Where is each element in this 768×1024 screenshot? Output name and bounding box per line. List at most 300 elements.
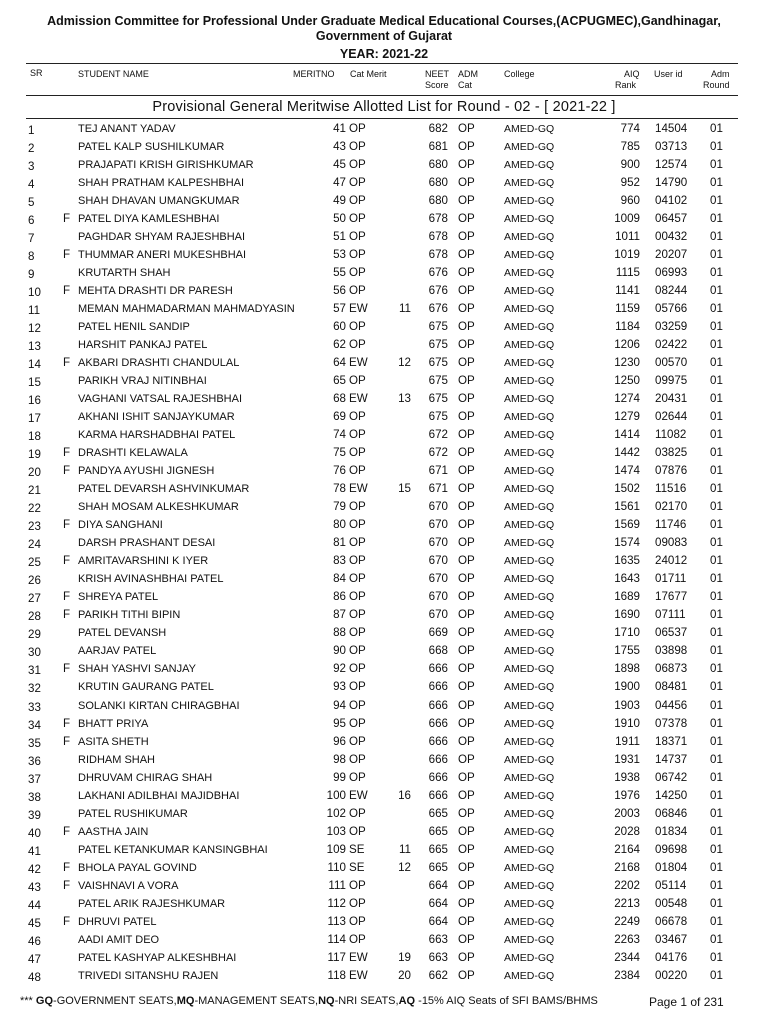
row-neet-score: 680: [428, 194, 448, 208]
row-college: AMED-GQ: [504, 681, 555, 694]
row-gender-flag: F: [63, 590, 71, 604]
table-row: [0, 678, 768, 696]
table-row: [0, 769, 768, 787]
row-neet-score: 669: [428, 626, 448, 640]
row-gender-flag: F: [63, 212, 71, 226]
row-merit-no: 100: [326, 788, 346, 802]
row-aiq-rank: 2249: [614, 914, 640, 928]
row-student-name: KRUTIN GAURANG PATEL: [78, 681, 214, 694]
row-sr: 6: [28, 214, 35, 228]
row-adm-round: 01: [710, 590, 723, 604]
row-user-id: 20207: [655, 248, 688, 262]
row-adm-cat: OP: [458, 320, 475, 334]
footer-mq-text: -MANAGEMENT SEATS,: [194, 995, 319, 1007]
row-adm-round: 01: [710, 122, 723, 135]
row-neet-score: 664: [428, 878, 448, 892]
row-neet-score: 666: [428, 698, 448, 712]
col-aiq: AIQ: [624, 69, 640, 79]
row-college: AMED-GQ: [504, 825, 555, 838]
row-merit-no: 86: [333, 590, 346, 604]
row-adm-round: 01: [710, 302, 723, 316]
col-college: College: [504, 69, 535, 79]
row-merit-no: 84: [333, 572, 346, 586]
row-adm-cat: OP: [458, 608, 475, 622]
row-merit-no: 99: [333, 770, 346, 784]
row-college: AMED-GQ: [504, 843, 555, 856]
row-student-name: SHAH DHAVAN UMANGKUMAR: [78, 195, 240, 208]
row-sr: 8: [28, 250, 35, 264]
row-student-name: PATEL DIYA KAMLESHBHAI: [78, 213, 220, 226]
table-row: [0, 354, 768, 372]
row-adm-round: 01: [710, 752, 723, 766]
row-category: OP: [349, 770, 366, 784]
row-adm-round: 01: [710, 662, 723, 676]
row-category: OP: [349, 734, 366, 748]
row-adm-cat: OP: [458, 572, 475, 586]
table-row: [0, 877, 768, 895]
footer-nq-text: -NRI SEATS,: [334, 995, 399, 1007]
row-user-id: 03259: [655, 320, 688, 334]
table-row: [0, 372, 768, 390]
row-college: AMED-GQ: [504, 411, 555, 424]
row-merit-no: 60: [333, 320, 346, 334]
row-aiq-rank: 2344: [614, 950, 640, 964]
row-category: EW: [349, 482, 368, 496]
row-adm-cat: OP: [458, 356, 475, 370]
row-student-name: ASITA SHETH: [78, 735, 149, 748]
table-row: [0, 300, 768, 318]
row-college: AMED-GQ: [504, 915, 555, 928]
table-row: [0, 733, 768, 751]
row-college: AMED-GQ: [504, 573, 555, 586]
row-adm-cat: OP: [458, 716, 475, 730]
row-merit-no: 96: [333, 734, 346, 748]
row-aiq-rank: 1561: [614, 500, 640, 514]
row-gender-flag: F: [63, 554, 71, 568]
row-merit-no: 94: [333, 698, 346, 712]
table-row: [0, 318, 768, 336]
row-aiq-rank: 2028: [614, 824, 640, 838]
row-aiq-rank: 1755: [614, 644, 640, 658]
row-sr: 48: [28, 970, 41, 984]
row-merit-no: 55: [333, 266, 346, 280]
row-student-name: PATEL KETANKUMAR KANSINGBHAI: [78, 843, 268, 856]
row-sr: 14: [28, 358, 41, 372]
row-category: OP: [349, 122, 366, 135]
row-category: EW: [349, 950, 368, 964]
row-aiq-rank: 1898: [614, 662, 640, 676]
row-category: OP: [349, 446, 366, 460]
row-college: AMED-GQ: [504, 447, 555, 460]
row-merit-no: 83: [333, 554, 346, 568]
row-merit-no: 74: [333, 428, 346, 442]
row-aiq-rank: 952: [620, 176, 640, 190]
row-sr: 19: [28, 448, 41, 462]
row-category: OP: [349, 500, 366, 514]
row-sr: 30: [28, 646, 41, 660]
row-neet-score: 666: [428, 734, 448, 748]
row-category: OP: [349, 194, 366, 208]
table-row: [0, 426, 768, 444]
row-cat-merit: 16: [398, 788, 411, 802]
row-category: OP: [349, 140, 366, 154]
row-gender-flag: F: [63, 878, 71, 892]
row-aiq-rank: 1019: [614, 248, 640, 262]
table-row: [0, 534, 768, 552]
row-user-id: 11082: [655, 428, 687, 442]
row-category: OP: [349, 878, 366, 892]
row-gender-flag: F: [63, 518, 71, 532]
row-college: AMED-GQ: [504, 555, 555, 568]
row-neet-score: 675: [428, 320, 448, 334]
row-student-name: PATEL RUSHIKUMAR: [78, 807, 188, 820]
row-category: OP: [349, 680, 366, 694]
row-merit-no: 118: [327, 968, 346, 982]
row-adm-cat: OP: [458, 338, 475, 352]
row-neet-score: 663: [428, 932, 448, 946]
row-user-id: 05766: [655, 302, 688, 316]
row-college: AMED-GQ: [504, 951, 555, 964]
row-adm-round: 01: [710, 554, 723, 568]
table-row: [0, 174, 768, 192]
row-college: AMED-GQ: [504, 699, 555, 712]
row-adm-round: 01: [710, 770, 723, 784]
page-number: Page 1 of 231: [649, 995, 724, 1009]
row-adm-round: 01: [710, 968, 723, 982]
row-merit-no: 102: [326, 806, 346, 820]
row-college: AMED-GQ: [504, 591, 555, 604]
row-adm-cat: OP: [458, 230, 475, 244]
row-aiq-rank: 1230: [614, 356, 640, 370]
row-student-name: BHOLA PAYAL GOVIND: [78, 861, 197, 874]
footer-legend: [20, 995, 732, 1007]
row-sr: 29: [28, 628, 41, 642]
table-row: [0, 606, 768, 624]
table-row: [0, 210, 768, 228]
row-merit-no: 68: [333, 392, 346, 406]
row-user-id: 01834: [655, 824, 688, 838]
row-user-id: 04102: [655, 194, 688, 208]
row-adm-round: 01: [710, 482, 723, 496]
table-row: [0, 624, 768, 642]
row-college: AMED-GQ: [504, 321, 555, 334]
row-adm-round: 01: [710, 842, 723, 856]
row-adm-round: 01: [710, 680, 723, 694]
row-student-name: MEMAN MAHMADARMAN MAHMADYASIN: [78, 303, 295, 316]
row-merit-no: 113: [327, 914, 346, 928]
row-gender-flag: F: [63, 824, 71, 838]
row-aiq-rank: 2263: [614, 932, 640, 946]
row-user-id: 12574: [655, 158, 688, 172]
row-aiq-rank: 2168: [614, 860, 640, 874]
row-user-id: 02644: [655, 410, 688, 424]
row-student-name: TEJ ANANT YADAV: [78, 123, 176, 135]
row-sr: 5: [28, 196, 35, 210]
row-user-id: 04176: [655, 950, 688, 964]
row-category: OP: [349, 914, 366, 928]
row-category: OP: [349, 896, 366, 910]
row-user-id: 11516: [655, 482, 687, 496]
row-college: AMED-GQ: [504, 609, 555, 622]
row-adm-cat: OP: [458, 482, 475, 496]
row-category: OP: [349, 518, 366, 532]
row-gender-flag: F: [63, 608, 71, 622]
row-category: EW: [349, 392, 368, 406]
row-student-name: DRASHTI KELAWALA: [78, 447, 188, 460]
row-merit-no: 93: [333, 680, 346, 694]
row-sr: 2: [28, 142, 35, 156]
table-row: [0, 498, 768, 516]
row-aiq-rank: 1141: [615, 284, 640, 298]
row-student-name: PARIKH VRAJ NITINBHAI: [78, 375, 207, 388]
row-category: OP: [349, 554, 366, 568]
col-score: Score: [425, 80, 449, 90]
column-header-row: [0, 68, 768, 94]
row-adm-cat: OP: [458, 410, 475, 424]
row-user-id: 08244: [655, 284, 688, 298]
row-student-name: AKBARI DRASHTI CHANDULAL: [78, 357, 240, 370]
row-merit-no: 92: [333, 662, 346, 676]
row-student-name: PATEL KALP SUSHILKUMAR: [78, 141, 225, 154]
row-student-name: PAGHDAR SHYAM RAJESHBHAI: [78, 231, 246, 244]
row-college: AMED-GQ: [504, 717, 555, 730]
footer-stars: ***: [20, 995, 33, 1007]
row-adm-cat: OP: [458, 464, 475, 478]
row-aiq-rank: 1011: [615, 230, 640, 244]
row-adm-cat: OP: [458, 626, 475, 640]
row-category: OP: [349, 932, 366, 946]
row-adm-cat: OP: [458, 266, 475, 280]
row-adm-cat: OP: [458, 122, 475, 135]
row-adm-cat: OP: [458, 536, 475, 550]
table-row: [0, 660, 768, 678]
row-adm-round: 01: [710, 518, 723, 532]
row-sr: 41: [28, 844, 41, 858]
row-adm-cat: OP: [458, 896, 475, 910]
row-sr: 35: [28, 736, 41, 750]
table-row: [0, 138, 768, 156]
row-student-name: HARSHIT PANKAJ PATEL: [78, 339, 208, 352]
table-row: [0, 967, 768, 985]
row-category: OP: [349, 806, 366, 820]
table-row: [0, 516, 768, 534]
row-cat-merit: 20: [398, 968, 411, 982]
row-cat-merit: 12: [398, 860, 411, 874]
row-aiq-rank: 1250: [614, 374, 640, 388]
row-gender-flag: F: [63, 860, 71, 874]
row-college: AMED-GQ: [504, 177, 555, 190]
row-sr: 12: [28, 322, 41, 336]
row-neet-score: 671: [428, 464, 448, 478]
row-neet-score: 671: [428, 482, 448, 496]
row-user-id: 05114: [655, 878, 687, 892]
row-merit-no: 79: [333, 500, 346, 514]
row-student-name: SHAH YASHVI SANJAY: [78, 663, 196, 676]
row-adm-round: 01: [710, 284, 723, 298]
row-user-id: 00570: [655, 356, 688, 370]
row-user-id: 03467: [655, 932, 688, 946]
row-user-id: 01804: [655, 860, 688, 874]
row-merit-no: 81: [333, 536, 346, 550]
row-merit-no: 50: [333, 212, 346, 226]
row-category: EW: [349, 302, 368, 316]
row-category: OP: [349, 662, 366, 676]
row-category: OP: [349, 284, 366, 298]
row-category: OP: [349, 536, 366, 550]
row-student-name: PATEL DEVARSH ASHVINKUMAR: [78, 483, 250, 496]
row-merit-no: 110: [327, 860, 346, 874]
row-sr: 9: [28, 268, 35, 282]
row-adm-cat: OP: [458, 302, 475, 316]
table-row: [0, 841, 768, 859]
row-gender-flag: F: [63, 662, 71, 676]
row-user-id: 17677: [655, 590, 688, 604]
row-category: SE: [349, 860, 365, 874]
document-header: [0, 14, 768, 61]
row-merit-no: 62: [333, 338, 346, 352]
row-user-id: 11746: [655, 518, 687, 532]
row-student-name: VAGHANI VATSAL RAJESHBHAI: [78, 393, 243, 406]
row-category: OP: [349, 716, 366, 730]
row-adm-cat: OP: [458, 824, 475, 838]
row-adm-cat: OP: [458, 284, 475, 298]
row-aiq-rank: 1206: [614, 338, 640, 352]
row-adm-round: 01: [710, 176, 723, 190]
row-user-id: 03898: [655, 644, 688, 658]
row-student-name: KRUTARTH SHAH: [78, 267, 171, 280]
row-neet-score: 680: [428, 176, 448, 190]
row-student-name: PANDYA AYUSHI JIGNESH: [78, 465, 215, 478]
row-college: AMED-GQ: [504, 537, 555, 550]
row-aiq-rank: 1474: [614, 464, 640, 478]
row-college: AMED-GQ: [504, 429, 555, 442]
row-user-id: 14250: [655, 788, 688, 802]
row-aiq-rank: 1690: [614, 608, 640, 622]
row-user-id: 09698: [655, 842, 688, 856]
table-row: [0, 336, 768, 354]
row-adm-round: 01: [710, 932, 723, 946]
col-student-name: STUDENT NAME: [78, 69, 149, 79]
footer-gq-text: -GOVERNMENT SEATS,: [53, 995, 177, 1007]
row-category: OP: [349, 590, 366, 604]
row-student-name: AARJAV PATEL: [78, 645, 157, 658]
row-neet-score: 663: [428, 950, 448, 964]
row-sr: 24: [28, 538, 41, 552]
row-adm-cat: OP: [458, 950, 475, 964]
row-neet-score: 676: [428, 302, 448, 316]
row-adm-round: 01: [710, 428, 723, 442]
row-student-name: TRIVEDI SITANSHU RAJEN: [78, 969, 219, 982]
row-student-name: SHAH PRATHAM KALPESHBHAI: [78, 177, 245, 190]
row-adm-round: 01: [710, 356, 723, 370]
row-adm-cat: OP: [458, 734, 475, 748]
row-aiq-rank: 2384: [614, 968, 640, 982]
row-adm-cat: OP: [458, 842, 475, 856]
row-cat-merit: 15: [398, 482, 411, 496]
row-student-name: LAKHANI ADILBHAI MAJIDBHAI: [78, 789, 240, 802]
row-sr: 32: [28, 682, 41, 696]
table-row: [0, 715, 768, 733]
row-neet-score: 668: [428, 644, 448, 658]
row-college: AMED-GQ: [504, 465, 555, 478]
row-college: AMED-GQ: [504, 393, 555, 406]
row-college: AMED-GQ: [504, 771, 555, 784]
row-aiq-rank: 1689: [614, 590, 640, 604]
row-sr: 7: [28, 232, 35, 246]
row-category: OP: [349, 428, 366, 442]
header-top-rule: [26, 63, 738, 64]
row-student-name: DIYA SANGHANI: [78, 519, 163, 532]
row-sr: 15: [28, 376, 41, 390]
table-row: [0, 751, 768, 769]
row-gender-flag: F: [63, 284, 71, 298]
row-neet-score: 670: [428, 608, 448, 622]
row-adm-round: 01: [710, 860, 723, 874]
row-adm-cat: OP: [458, 590, 475, 604]
row-aiq-rank: 1938: [614, 770, 640, 784]
row-adm-round: 01: [710, 788, 723, 802]
row-sr: 13: [28, 340, 41, 354]
row-adm-cat: OP: [458, 500, 475, 514]
row-aiq-rank: 1159: [615, 302, 640, 316]
row-neet-score: 678: [428, 212, 448, 226]
row-adm-round: 01: [710, 140, 723, 154]
row-user-id: 00220: [655, 968, 688, 982]
row-user-id: 20431: [655, 392, 688, 406]
row-neet-score: 675: [428, 392, 448, 406]
table-row: [0, 120, 768, 138]
row-user-id: 09975: [655, 374, 688, 388]
col-adm-cat: Cat: [458, 80, 473, 90]
row-adm-cat: OP: [458, 428, 475, 442]
row-user-id: 02422: [655, 338, 688, 352]
row-sr: 16: [28, 394, 41, 408]
row-adm-round: 01: [710, 446, 723, 460]
row-user-id: 14790: [655, 176, 688, 190]
row-aiq-rank: 1931: [614, 752, 640, 766]
col-aiq-rank: Rank: [615, 80, 637, 90]
row-aiq-rank: 1279: [614, 410, 640, 424]
row-user-id: 06457: [655, 212, 688, 226]
row-aiq-rank: 1710: [614, 626, 640, 640]
table-row: [0, 949, 768, 967]
row-adm-cat: OP: [458, 662, 475, 676]
row-aiq-rank: 1274: [614, 392, 640, 406]
row-user-id: 14504: [655, 122, 688, 135]
row-user-id: 24012: [655, 554, 688, 568]
row-user-id: 02170: [655, 500, 688, 514]
row-neet-score: 675: [428, 374, 448, 388]
row-sr: 18: [28, 430, 41, 444]
row-college: AMED-GQ: [504, 807, 555, 820]
row-college: AMED-GQ: [504, 627, 555, 640]
row-sr: 46: [28, 934, 41, 948]
row-user-id: 06846: [655, 806, 688, 820]
row-student-name: THUMMAR ANERI MUKESHBHAI: [78, 249, 247, 262]
row-neet-score: 680: [428, 158, 448, 172]
footer-aq: AQ: [398, 995, 416, 1007]
row-adm-round: 01: [710, 410, 723, 424]
row-user-id: 00432: [655, 230, 688, 244]
row-cat-merit: 12: [398, 356, 411, 370]
row-student-name: VAISHNAVI A VORA: [78, 879, 179, 892]
row-gender-flag: F: [63, 914, 71, 928]
row-neet-score: 666: [428, 716, 448, 730]
table-row: [0, 913, 768, 931]
row-neet-score: 666: [428, 788, 448, 802]
row-college: AMED-GQ: [504, 231, 555, 244]
row-category: OP: [349, 698, 366, 712]
